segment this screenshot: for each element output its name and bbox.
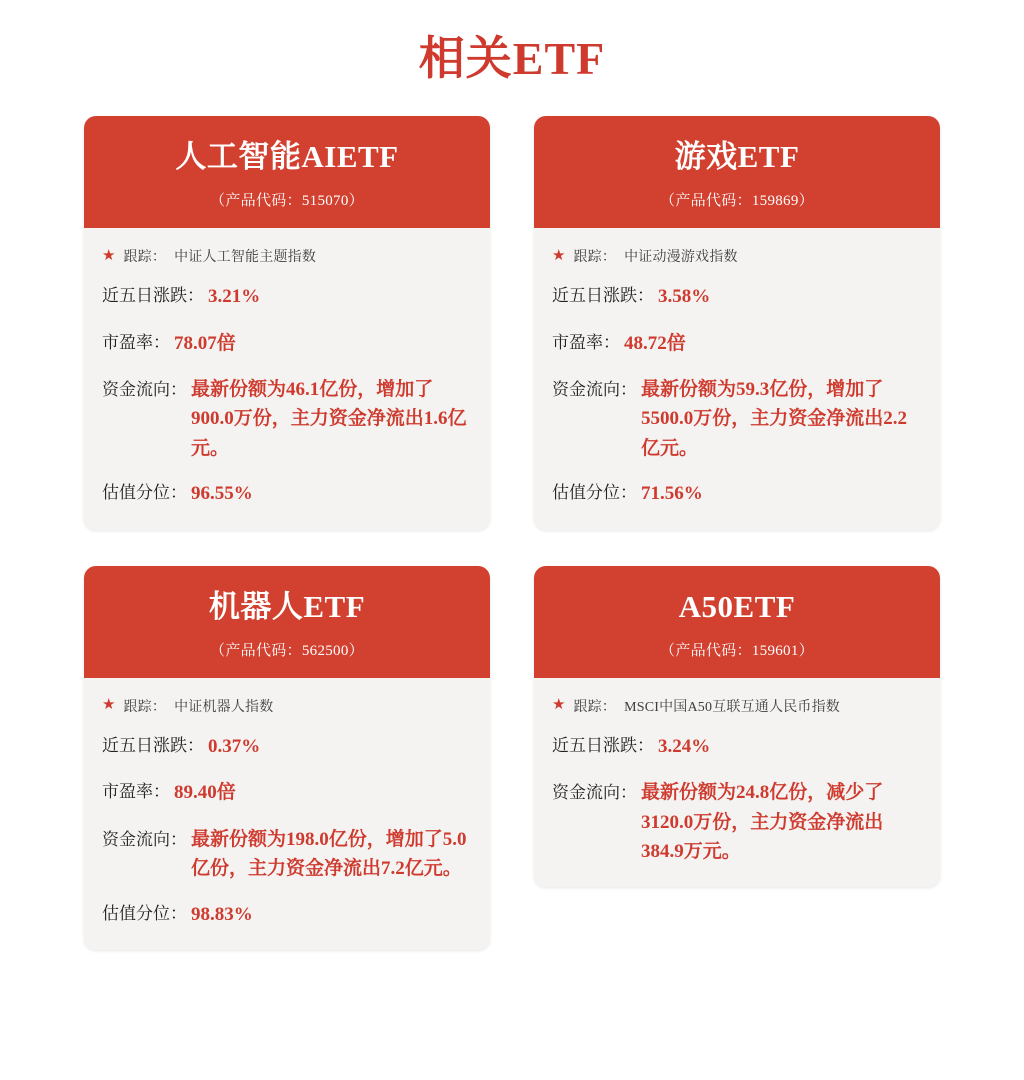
etf-code: （产品代码：515070） [210, 193, 364, 210]
metric-label: 近五日涨跌： [102, 286, 204, 306]
metric-value: 最新份额为198.0亿份，增加了5.0亿份，主力资金净流出7.2亿元。 [191, 828, 467, 880]
etf-card-body [534, 678, 940, 887]
etf-card-body [84, 678, 490, 950]
metric-value: 最新份额为24.8亿份，减少了3120.0万份，主力资金净流出384.9万元。 [641, 782, 884, 863]
metric-value: 71.56% [641, 483, 703, 505]
metric-pe [102, 329, 472, 359]
etf-card[interactable] [534, 566, 940, 887]
etf-card-header [84, 116, 490, 228]
metric-five-day [102, 732, 472, 762]
metric-pe [102, 778, 472, 808]
track-label: 跟踪： [123, 250, 167, 266]
track-label: 跟踪： [573, 699, 617, 715]
metric-fund-flow [102, 375, 472, 463]
metric-value: 最新份额为46.1亿份，增加了900.0万份，主力资金净流出1.6亿元。 [191, 378, 467, 459]
metric-valuation [552, 479, 922, 509]
metric-value: 98.83% [191, 903, 253, 925]
track-row [552, 694, 922, 716]
star-icon: ★ [552, 697, 566, 714]
track-label: 跟踪： [123, 699, 167, 715]
metric-fund-flow [552, 375, 922, 463]
etf-card-grid [0, 116, 1024, 950]
etf-card[interactable] [534, 116, 940, 530]
track-row [102, 694, 472, 716]
metric-value: 3.21% [208, 286, 261, 308]
etf-card-header [534, 566, 940, 678]
etf-name: 人工智能AIETF [175, 139, 399, 174]
metric-label: 估值分位： [102, 483, 187, 503]
metric-label: 近五日涨跌： [102, 735, 204, 755]
metric-label: 市盈率： [552, 332, 620, 352]
metric-five-day [552, 282, 922, 312]
metric-five-day [552, 732, 922, 762]
metric-label: 市盈率： [102, 332, 170, 352]
metric-value: 3.24% [658, 735, 711, 757]
metric-label: 市盈率： [102, 782, 170, 802]
etf-name: 机器人ETF [208, 588, 366, 624]
etf-card-body [84, 228, 490, 529]
etf-card-header [534, 116, 940, 228]
etf-code: （产品代码：159869） [660, 193, 814, 210]
etf-card-body [534, 228, 940, 529]
track-value: MSCI中国A50互联互通人民币指数 [624, 699, 841, 715]
metric-value: 最新份额为59.3亿份，增加了5500.0万份，主力资金净流出2.2亿元。 [641, 378, 908, 459]
metric-label: 资金流向： [102, 379, 187, 399]
track-value: 中证机器人指数 [174, 699, 274, 715]
star-icon: ★ [102, 697, 116, 714]
star-icon: ★ [102, 247, 116, 264]
metric-label: 资金流向： [102, 829, 187, 849]
track-value: 中证动漫游戏指数 [624, 250, 738, 266]
page-title: 相关ETF [418, 33, 606, 84]
metric-label: 资金流向： [552, 379, 637, 399]
track-row [102, 244, 472, 266]
metric-value: 0.37% [208, 735, 261, 757]
metric-valuation [102, 479, 472, 509]
metric-label: 估值分位： [102, 903, 187, 923]
metric-label: 估值分位： [552, 483, 637, 503]
star-icon: ★ [552, 247, 566, 264]
metric-fund-flow [552, 778, 922, 866]
metric-valuation [102, 900, 472, 930]
etf-code: （产品代码：562500） [210, 642, 364, 659]
metric-fund-flow [102, 825, 472, 884]
metric-label: 资金流向： [552, 783, 637, 803]
metric-pe [552, 329, 922, 359]
etf-name: 游戏ETF [674, 139, 800, 174]
metric-value: 89.40倍 [174, 782, 236, 804]
etf-card[interactable] [84, 566, 490, 950]
etf-card[interactable] [84, 116, 490, 530]
etf-name: A50ETF [678, 588, 796, 624]
etf-card-header [84, 566, 490, 678]
metric-value: 78.07倍 [174, 332, 236, 354]
metric-value: 48.72倍 [624, 332, 686, 354]
metric-value: 96.55% [191, 483, 253, 505]
track-label: 跟踪： [573, 250, 617, 266]
track-row [552, 244, 922, 266]
metric-five-day [102, 282, 472, 312]
etf-code: （产品代码：159601） [660, 642, 814, 659]
metric-label: 近五日涨跌： [552, 286, 654, 306]
track-value: 中证人工智能主题指数 [174, 250, 317, 266]
metric-value: 3.58% [658, 286, 711, 308]
metric-label: 近五日涨跌： [552, 735, 654, 755]
